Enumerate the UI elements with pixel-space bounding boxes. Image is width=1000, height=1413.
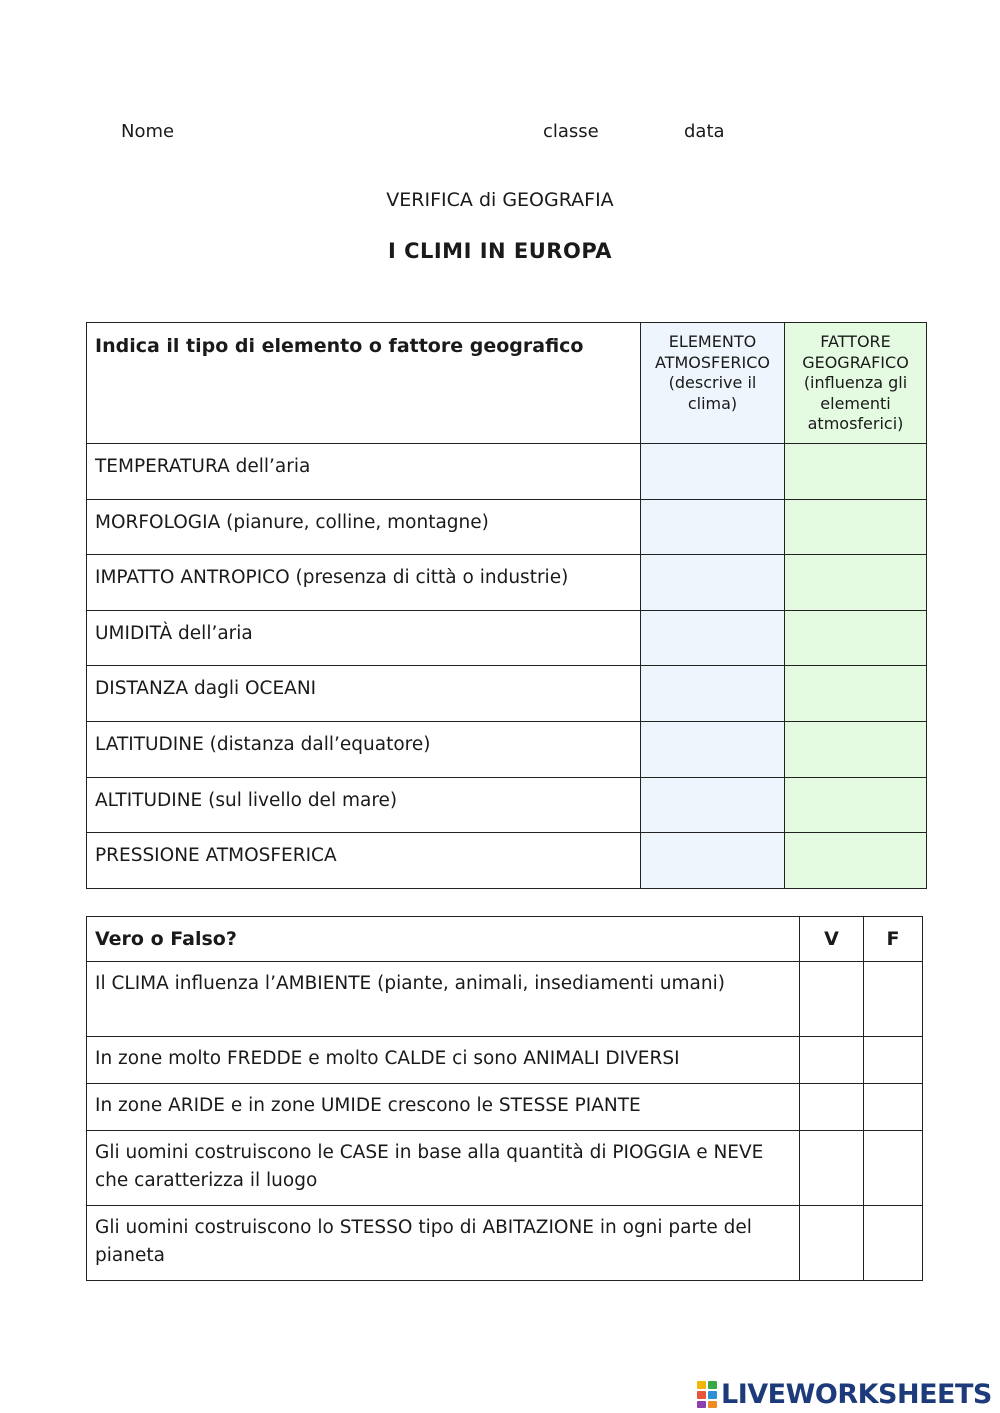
factor-drop-cell[interactable] [785,666,927,722]
col-header-element: ELEMENTO ATMOSFERICO (descrive il clima) [641,323,785,444]
table-row [87,1131,923,1206]
statement: Gli uomini costruiscono lo STESSO tipo di ABITAZIONE in ogni parte del pianeta [87,1206,800,1281]
row-label: IMPATTO ANTROPICO (presenza di città o industrie) [87,555,641,611]
true-answer-cell[interactable] [800,1084,864,1131]
element-drop-cell[interactable] [641,777,785,833]
false-answer-cell[interactable] [864,1084,923,1131]
class-label: classe [543,121,599,142]
table-row [87,962,923,1037]
table-row [87,610,927,666]
table-row [87,833,927,889]
col-header-factor: FATTORE GEOGRAFICO (influenza gli elementi atmosferici) [785,323,927,444]
element-drop-cell[interactable] [641,499,785,555]
statement: In zone ARIDE e in zone UMIDE crescono le STESSE PIANTE [87,1084,800,1131]
true-false-table [86,916,923,1281]
true-answer-cell[interactable] [800,1037,864,1084]
factor-drop-cell[interactable] [785,555,927,611]
factor-drop-cell[interactable] [785,444,927,500]
liveworksheets-logo-icon [697,1379,719,1409]
table1-question: Indica il tipo di elemento o fattore geografico [87,323,641,444]
date-label: data [684,121,725,142]
factor-drop-cell[interactable] [785,610,927,666]
table-row [87,721,927,777]
liveworksheets-logo [697,1376,992,1412]
element-drop-cell[interactable] [641,666,785,722]
row-label: UMIDITÀ dell’aria [87,610,641,666]
table2-question: Vero o Falso? [87,917,800,962]
element-drop-cell[interactable] [641,610,785,666]
table-row [87,444,927,500]
factor-drop-cell[interactable] [785,721,927,777]
false-answer-cell[interactable] [864,1206,923,1281]
table-row [87,666,927,722]
row-label: PRESSIONE ATMOSFERICA [87,833,641,889]
true-answer-cell[interactable] [800,962,864,1037]
table-header-row [87,917,923,962]
table-row [87,1084,923,1131]
row-label: DISTANZA dagli OCEANI [87,666,641,722]
false-answer-cell[interactable] [864,1037,923,1084]
element-drop-cell[interactable] [641,444,785,500]
row-label: MORFOLOGIA (pianure, colline, montagne) [87,499,641,555]
factor-drop-cell[interactable] [785,499,927,555]
test-subtitle: VERIFICA di GEOGRAFIA [386,189,614,211]
element-drop-cell[interactable] [641,721,785,777]
statement: Gli uomini costruiscono le CASE in base alla quantità di PIOGGIA e NEVE che caratterizza il luogo [87,1131,800,1206]
col-header-true: V [800,917,864,962]
table-row [87,1206,923,1281]
factor-drop-cell[interactable] [785,833,927,889]
name-label: Nome [121,121,175,142]
logo-text: LIVEWORKSHEETS [721,1378,992,1410]
table-row [87,555,927,611]
page-title: I CLIMI IN EUROPA [387,239,613,263]
element-drop-cell[interactable] [641,555,785,611]
element-factor-table [86,322,927,889]
factor-drop-cell[interactable] [785,777,927,833]
table-row [87,499,927,555]
col-header-false: F [864,917,923,962]
true-answer-cell[interactable] [800,1206,864,1281]
false-answer-cell[interactable] [864,1131,923,1206]
statement: Il CLIMA influenza l’AMBIENTE (piante, animali, insediamenti umani) [87,962,800,1037]
table-row [87,1037,923,1084]
table-header-row [87,323,927,444]
row-label: ALTITUDINE (sul livello del mare) [87,777,641,833]
row-label: TEMPERATURA dell’aria [87,444,641,500]
true-answer-cell[interactable] [800,1131,864,1206]
element-drop-cell[interactable] [641,833,785,889]
statement: In zone molto FREDDE e molto CALDE ci sono ANIMALI DIVERSI [87,1037,800,1084]
row-label: LATITUDINE (distanza dall’equatore) [87,721,641,777]
table-row [87,777,927,833]
false-answer-cell[interactable] [864,962,923,1037]
